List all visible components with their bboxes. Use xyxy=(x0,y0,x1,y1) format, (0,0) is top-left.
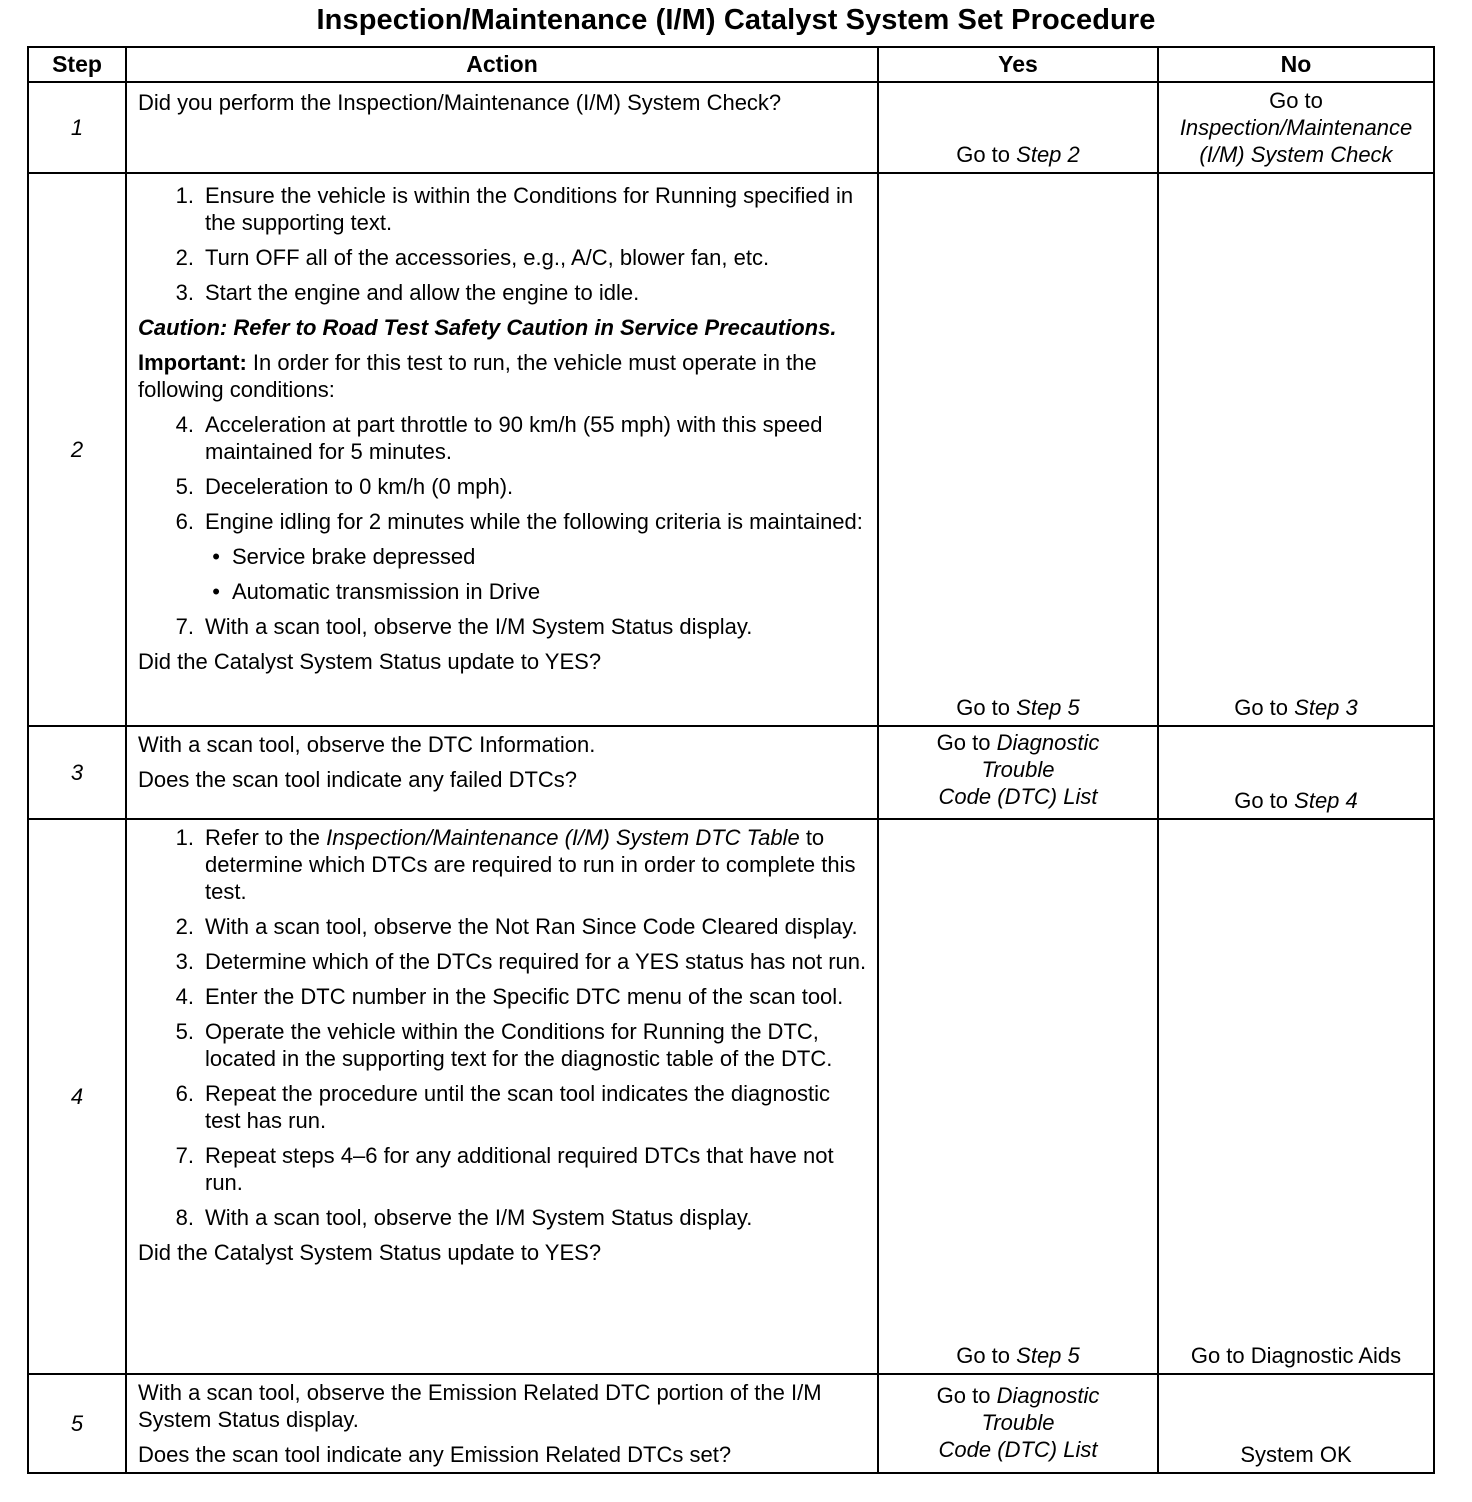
no-link[interactable]: Go to Diagnostic Aids xyxy=(1190,1343,1402,1368)
no-cell[interactable] xyxy=(1158,82,1434,173)
list-item xyxy=(138,824,871,905)
list-item xyxy=(138,244,871,271)
item-text: Turn OFF all of the accessories, e.g., A/C, blower fan, etc. xyxy=(205,245,770,270)
header-no: No xyxy=(1158,47,1434,82)
step-number: 3 xyxy=(28,726,126,819)
item-text: Determine which of the DTCs required for a YES status has not run. xyxy=(205,949,867,974)
action-cell xyxy=(126,819,878,1374)
item-number: 2. xyxy=(175,914,194,939)
no-prefix: Go to xyxy=(1234,788,1289,813)
item-number: 3. xyxy=(175,949,194,974)
yes-link[interactable]: Code (DTC) List xyxy=(938,784,1098,809)
item-number: 1. xyxy=(175,825,194,850)
table-row xyxy=(28,173,1434,726)
action-cell xyxy=(126,726,878,819)
yes-cell[interactable] xyxy=(878,819,1158,1374)
important-note xyxy=(138,349,871,403)
item-number: 2. xyxy=(175,245,194,270)
item-text-part: to determine which DTCs are required to run in order to complete this test. xyxy=(205,825,856,904)
no-link[interactable]: Inspection/Maintenance (I/M) System Check xyxy=(1179,115,1413,167)
no-cell[interactable] xyxy=(1158,173,1434,726)
yes-prefix: Go to xyxy=(936,1383,991,1408)
list-item xyxy=(138,473,871,500)
list-item xyxy=(138,983,871,1010)
item-number: 8. xyxy=(175,1205,194,1230)
dtc-table-link[interactable]: Inspection/Maintenance (I/M) System DTC Table xyxy=(326,825,800,850)
item-text: With a scan tool, observe the Not Ran Since Code Cleared display. xyxy=(205,914,858,939)
list-item xyxy=(138,1204,871,1231)
no-prefix: Go to xyxy=(1269,88,1323,113)
list-item xyxy=(138,411,871,465)
bullet-text: Automatic transmission in Drive xyxy=(232,579,541,604)
question-text: Did the Catalyst System Status update to YES? xyxy=(138,649,602,674)
question-text: Does the scan tool indicate any failed DTCs? xyxy=(138,767,578,792)
yes-cell[interactable] xyxy=(878,173,1158,726)
step-number: 4 xyxy=(28,819,126,1374)
yes-link[interactable]: Step 5 xyxy=(1016,695,1080,720)
list-item xyxy=(138,508,871,535)
action-text: With a scan tool, observe the DTC Information. xyxy=(138,732,596,757)
yes-link[interactable]: Trouble xyxy=(981,757,1055,782)
list-item xyxy=(138,1142,871,1196)
bullet-icon: • xyxy=(212,579,220,604)
table-row xyxy=(28,819,1434,1374)
item-text: Operate the vehicle within the Conditions for Running the DTC, located in the supporting text for the diagnostic table of the DTC. xyxy=(205,1019,833,1071)
item-number: 4. xyxy=(175,412,194,437)
item-text xyxy=(194,824,871,905)
item-number: 7. xyxy=(175,614,194,639)
step-number: 5 xyxy=(28,1374,126,1473)
no-link[interactable]: Step 3 xyxy=(1294,695,1358,720)
procedure-table xyxy=(27,46,1435,1474)
list-item xyxy=(138,1018,871,1072)
item-text: Start the engine and allow the engine to idle. xyxy=(205,280,640,305)
yes-link[interactable]: Step 5 xyxy=(1016,1343,1080,1368)
page-title: Inspection/Maintenance (I/M) Catalyst System Set Procedure xyxy=(316,4,1156,36)
item-text: Ensure the vehicle is within the Conditions for Running specified in the supporting text. xyxy=(205,183,854,235)
item-number: 6. xyxy=(175,509,194,534)
action-cell xyxy=(126,1374,878,1473)
list-item xyxy=(138,948,871,975)
no-prefix: Go to xyxy=(1234,695,1289,720)
item-text: Deceleration to 0 km/h (0 mph). xyxy=(205,474,514,499)
no-cell xyxy=(1158,1374,1434,1473)
no-cell[interactable] xyxy=(1158,819,1434,1374)
question-text: Does the scan tool indicate any Emission Related DTCs set? xyxy=(138,1442,732,1467)
bullet-item xyxy=(138,578,871,605)
item-text: Repeat steps 4–6 for any additional required DTCs that have not run. xyxy=(205,1143,834,1195)
item-text: With a scan tool, observe the I/M System Status display. xyxy=(205,614,753,639)
item-text: Repeat the procedure until the scan tool indicates the diagnostic test has run. xyxy=(205,1081,830,1133)
list-item xyxy=(138,279,871,306)
no-link[interactable]: Step 4 xyxy=(1294,788,1358,813)
item-text: Enter the DTC number in the Specific DTC menu of the scan tool. xyxy=(205,984,844,1009)
item-number: 5. xyxy=(175,474,194,499)
important-label: Important: xyxy=(138,350,247,375)
caution-note: Caution: Refer to Road Test Safety Caution in Service Precautions. xyxy=(138,315,837,340)
action-text: With a scan tool, observe the Emission Related DTC portion of the I/M System Status display. xyxy=(138,1380,822,1432)
yes-link[interactable]: Diagnostic xyxy=(996,1383,1100,1408)
header-yes: Yes xyxy=(878,47,1158,82)
step-number: 2 xyxy=(28,173,126,726)
bullet-item xyxy=(138,543,871,570)
table-row xyxy=(28,726,1434,819)
question-text: Did you perform the Inspection/Maintenance (I/M) System Check? xyxy=(138,90,782,115)
item-number: 7. xyxy=(175,1143,194,1168)
yes-cell[interactable] xyxy=(878,726,1158,819)
table-row xyxy=(28,1374,1434,1473)
action-cell xyxy=(126,82,878,173)
yes-prefix: Go to xyxy=(956,142,1011,167)
list-item xyxy=(138,913,871,940)
bullet-icon: • xyxy=(212,544,220,569)
step-number: 1 xyxy=(28,82,126,173)
yes-prefix: Go to xyxy=(956,695,1011,720)
item-number: 3. xyxy=(175,280,194,305)
yes-link[interactable]: Trouble xyxy=(981,1410,1055,1435)
yes-cell[interactable] xyxy=(878,1374,1158,1473)
item-text: With a scan tool, observe the I/M System Status display. xyxy=(205,1205,753,1230)
action-cell xyxy=(126,173,878,726)
item-text: Acceleration at part throttle to 90 km/h (55 mph) with this speed maintained for 5 minutes. xyxy=(205,412,823,464)
item-number: 5. xyxy=(175,1019,194,1044)
yes-link[interactable]: Step 2 xyxy=(1016,142,1080,167)
header-row xyxy=(28,47,1434,82)
item-text: Engine idling for 2 minutes while the following criteria is maintained: xyxy=(205,509,863,534)
list-item xyxy=(138,613,871,640)
yes-prefix: Go to xyxy=(956,1343,1011,1368)
yes-link[interactable]: Diagnostic xyxy=(996,730,1100,755)
list-item xyxy=(138,182,871,236)
bullet-text: Service brake depressed xyxy=(232,544,476,569)
item-number: 4. xyxy=(175,984,194,1009)
question-text: Did the Catalyst System Status update to YES? xyxy=(138,1240,602,1265)
item-text-part: Refer to the xyxy=(205,825,320,850)
no-cell[interactable] xyxy=(1158,726,1434,819)
table-row xyxy=(28,82,1434,173)
yes-prefix: Go to xyxy=(936,730,991,755)
yes-link[interactable]: Code (DTC) List xyxy=(938,1437,1098,1462)
list-item xyxy=(138,1080,871,1134)
item-number: 6. xyxy=(175,1081,194,1106)
header-step: Step xyxy=(28,47,126,82)
important-text: In order for this test to run, the vehicle must operate in the following conditions: xyxy=(138,350,817,402)
no-result: System OK xyxy=(1240,1442,1352,1467)
yes-cell[interactable] xyxy=(878,82,1158,173)
item-number: 1. xyxy=(175,183,194,208)
header-action: Action xyxy=(126,47,878,82)
